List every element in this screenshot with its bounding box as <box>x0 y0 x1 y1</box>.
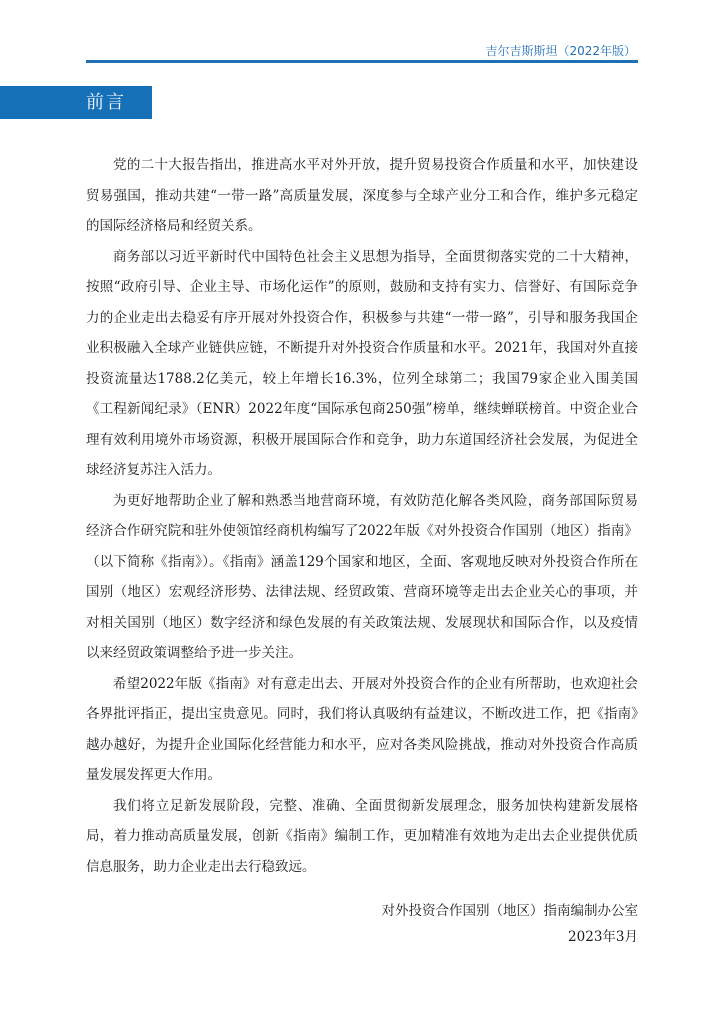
signature-office: 对外投资合作国别（地区）指南编制办公室 <box>381 903 638 919</box>
paragraph-3: 为更好地帮助企业了解和熟悉当地营商环境，有效防范化解各类风险，商务部国际贸易经济合作研究院和驻外使领馆经商机构编写了2022年版《对外投资合作国别（地区）指南》（以下简称《指南》）。《指南》涵盖129个国家和地区，全面、客观地反映对外投资合作所在国别（地区）宏观经济形势、法律法规、经贸政策、营商环境等走出去企业关心的事项，并对相关国别（地区）数字经济和绿色发展的有关政策法规、发展现状和国际合作，以及疫情以来经贸政策调整给予进一步关注。 <box>86 492 638 661</box>
paragraph-5: 我们将立足新发展阶段，完整、准确、全面贯彻新发展理念，服务加快构建新发展格局，着力推动高质量发展，创新《指南》编制工作，更加精准有效地为走出去企业提供优质信息服务，助力企业走出去行稳致远。 <box>86 797 638 875</box>
section-banner <box>0 86 152 119</box>
paragraph-4: 希望2022年版《指南》对有意走出去、开展对外投资合作的企业有所帮助，也欢迎社会各界批评指正，提出宝贵意见。同时，我们将认真吸纳有益建议，不断改进工作，把《指南》越办越好，为提升企业国际化经营能力和水平，应对各类风险挑战，推动对外投资合作高质量发展发挥更大作用。 <box>86 675 638 783</box>
signature-date: 2023年3月 <box>568 929 638 945</box>
paragraph-1: 党的二十大报告指出，推进高水平对外开放，提升贸易投资合作质量和水平，加快建设贸易强国，推动共建“一带一路”高质量发展，深度参与全球产业分工和合作，维护多元稳定的国际经济格局和经贸关系。 <box>86 157 638 234</box>
section-title: 前言 <box>86 92 126 113</box>
running-header-title: 吉尔吉斯斯坦（2022年版） <box>485 44 636 58</box>
signature-block <box>382 898 639 950</box>
header-rule <box>86 60 638 63</box>
preface-body <box>86 150 638 882</box>
paragraph-2: 商务部以习近平新时代中国特色社会主义思想为指导，全面贯彻落实党的二十大精神，按照“政府引导、企业主导、市场化运作”的原则，鼓励和支持有实力、信誉好、有国际竞争力的企业走出去稳妥有序开展对外投资合作，积极参与共建“一带一路”，引导和服务我国企业积极融入全球产业链供应链，不断提升对外投资合作质量和水平。2021年，我国对外直接投资流量达1788.2亿美元，较上年增长16.3%，位列全球第二；我国79家企业入围美国《工程新闻纪录》（ENR）2022年度“国际承包商250强”榜单，继续蝉联榜首。中资企业合理有效利用境外市场资源，积极开展国际合作和竞争，助力东道国经济社会发展，为促进全球经济复苏注入活力。 <box>86 248 638 478</box>
